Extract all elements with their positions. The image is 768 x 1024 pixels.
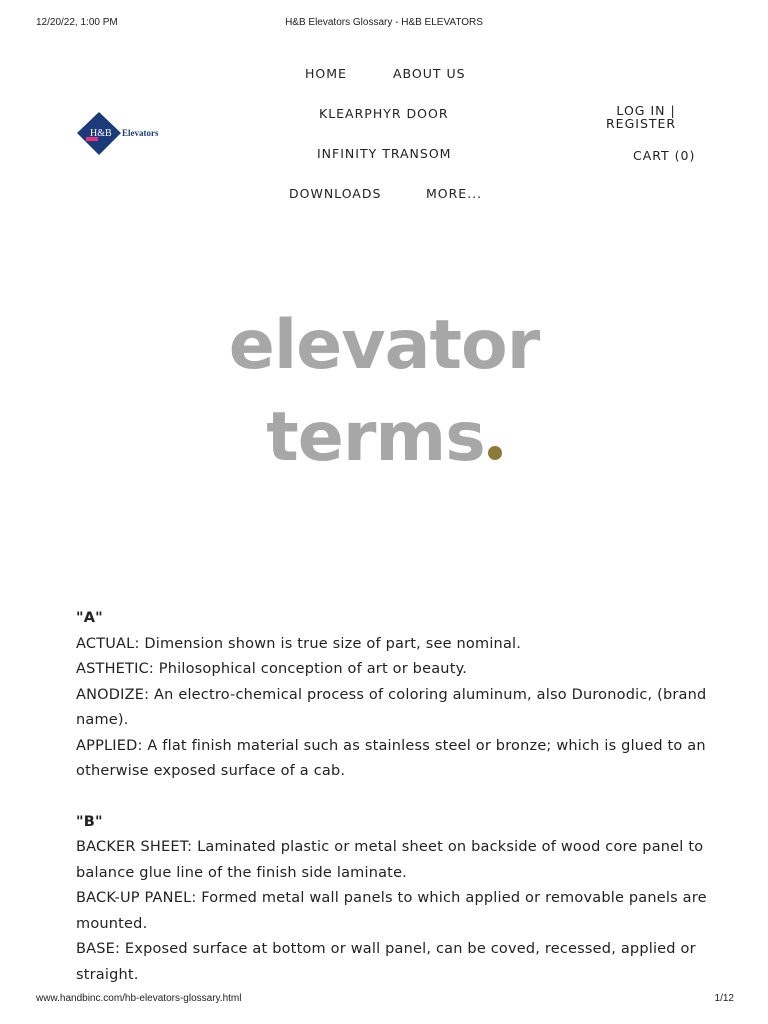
nav-downloads-link[interactable]: DOWNLOADS <box>289 186 382 201</box>
logo-text: Elevators <box>122 128 159 138</box>
glossary-term: BASE: Exposed surface at bottom or wall panel, can be coved, recessed, applied or straight. <box>76 941 696 983</box>
section-spacer <box>76 785 716 810</box>
login-register-link[interactable] <box>606 104 676 130</box>
print-page-number: 1/12 <box>714 993 734 1004</box>
print-footer <box>0 993 768 1007</box>
section-heading-a: "A" <box>76 610 103 626</box>
glossary-term: APPLIED: A flat finish material such as stainless steel or bronze; which is glued to an otherwise exposed surface of a cab. <box>76 737 706 779</box>
nav-klearphyr-link[interactable]: KLEARPHYR DOOR <box>319 106 449 121</box>
nav-about-link[interactable]: ABOUT US <box>393 66 466 81</box>
hero-title-line2 <box>0 398 768 477</box>
section-heading-b: "B" <box>76 813 103 830</box>
register-label: REGISTER <box>606 116 677 131</box>
nav-home-link[interactable]: HOME <box>305 66 347 81</box>
nav-more-link[interactable]: MORE... <box>426 186 483 201</box>
print-url: www.handbinc.com/hb-elevators-glossary.html <box>36 993 242 1004</box>
print-page-title: H&B Elevators Glossary - H&B ELEVATORS <box>285 17 483 28</box>
glossary-term: BACK-UP PANEL: Formed metal wall panels to which applied or removable panels are mounted. <box>76 890 707 932</box>
accent-dot <box>488 446 502 460</box>
glossary-content <box>76 606 716 988</box>
site-logo[interactable] <box>77 111 167 157</box>
print-header <box>0 17 768 31</box>
hero-title-line1: elevator <box>228 306 540 385</box>
nav-infinity-link[interactable]: INFINITY TRANSOM <box>317 146 452 161</box>
print-datetime: 12/20/22, 1:00 PM <box>36 17 118 28</box>
login-label: LOG IN | <box>616 103 676 118</box>
cart-link[interactable]: CART (0) <box>633 148 696 163</box>
glossary-term: ASTHETIC: Philosophical conception of art or beauty. <box>76 661 468 677</box>
glossary-term: ANODIZE: An electro-chemical process of coloring aluminum, also Duronodic, (brand name). <box>76 686 707 728</box>
glossary-term: BACKER SHEET: Laminated plastic or metal sheet on backside of wood core panel to balance glue line of the finish side laminate. <box>76 839 704 881</box>
hero-title-line2-text: terms <box>266 398 485 477</box>
logo-diamond-icon <box>77 111 167 157</box>
glossary-term: ACTUAL: Dimension shown is true size of part, see nominal. <box>76 635 522 652</box>
logo-monogram: H&B <box>90 128 112 139</box>
